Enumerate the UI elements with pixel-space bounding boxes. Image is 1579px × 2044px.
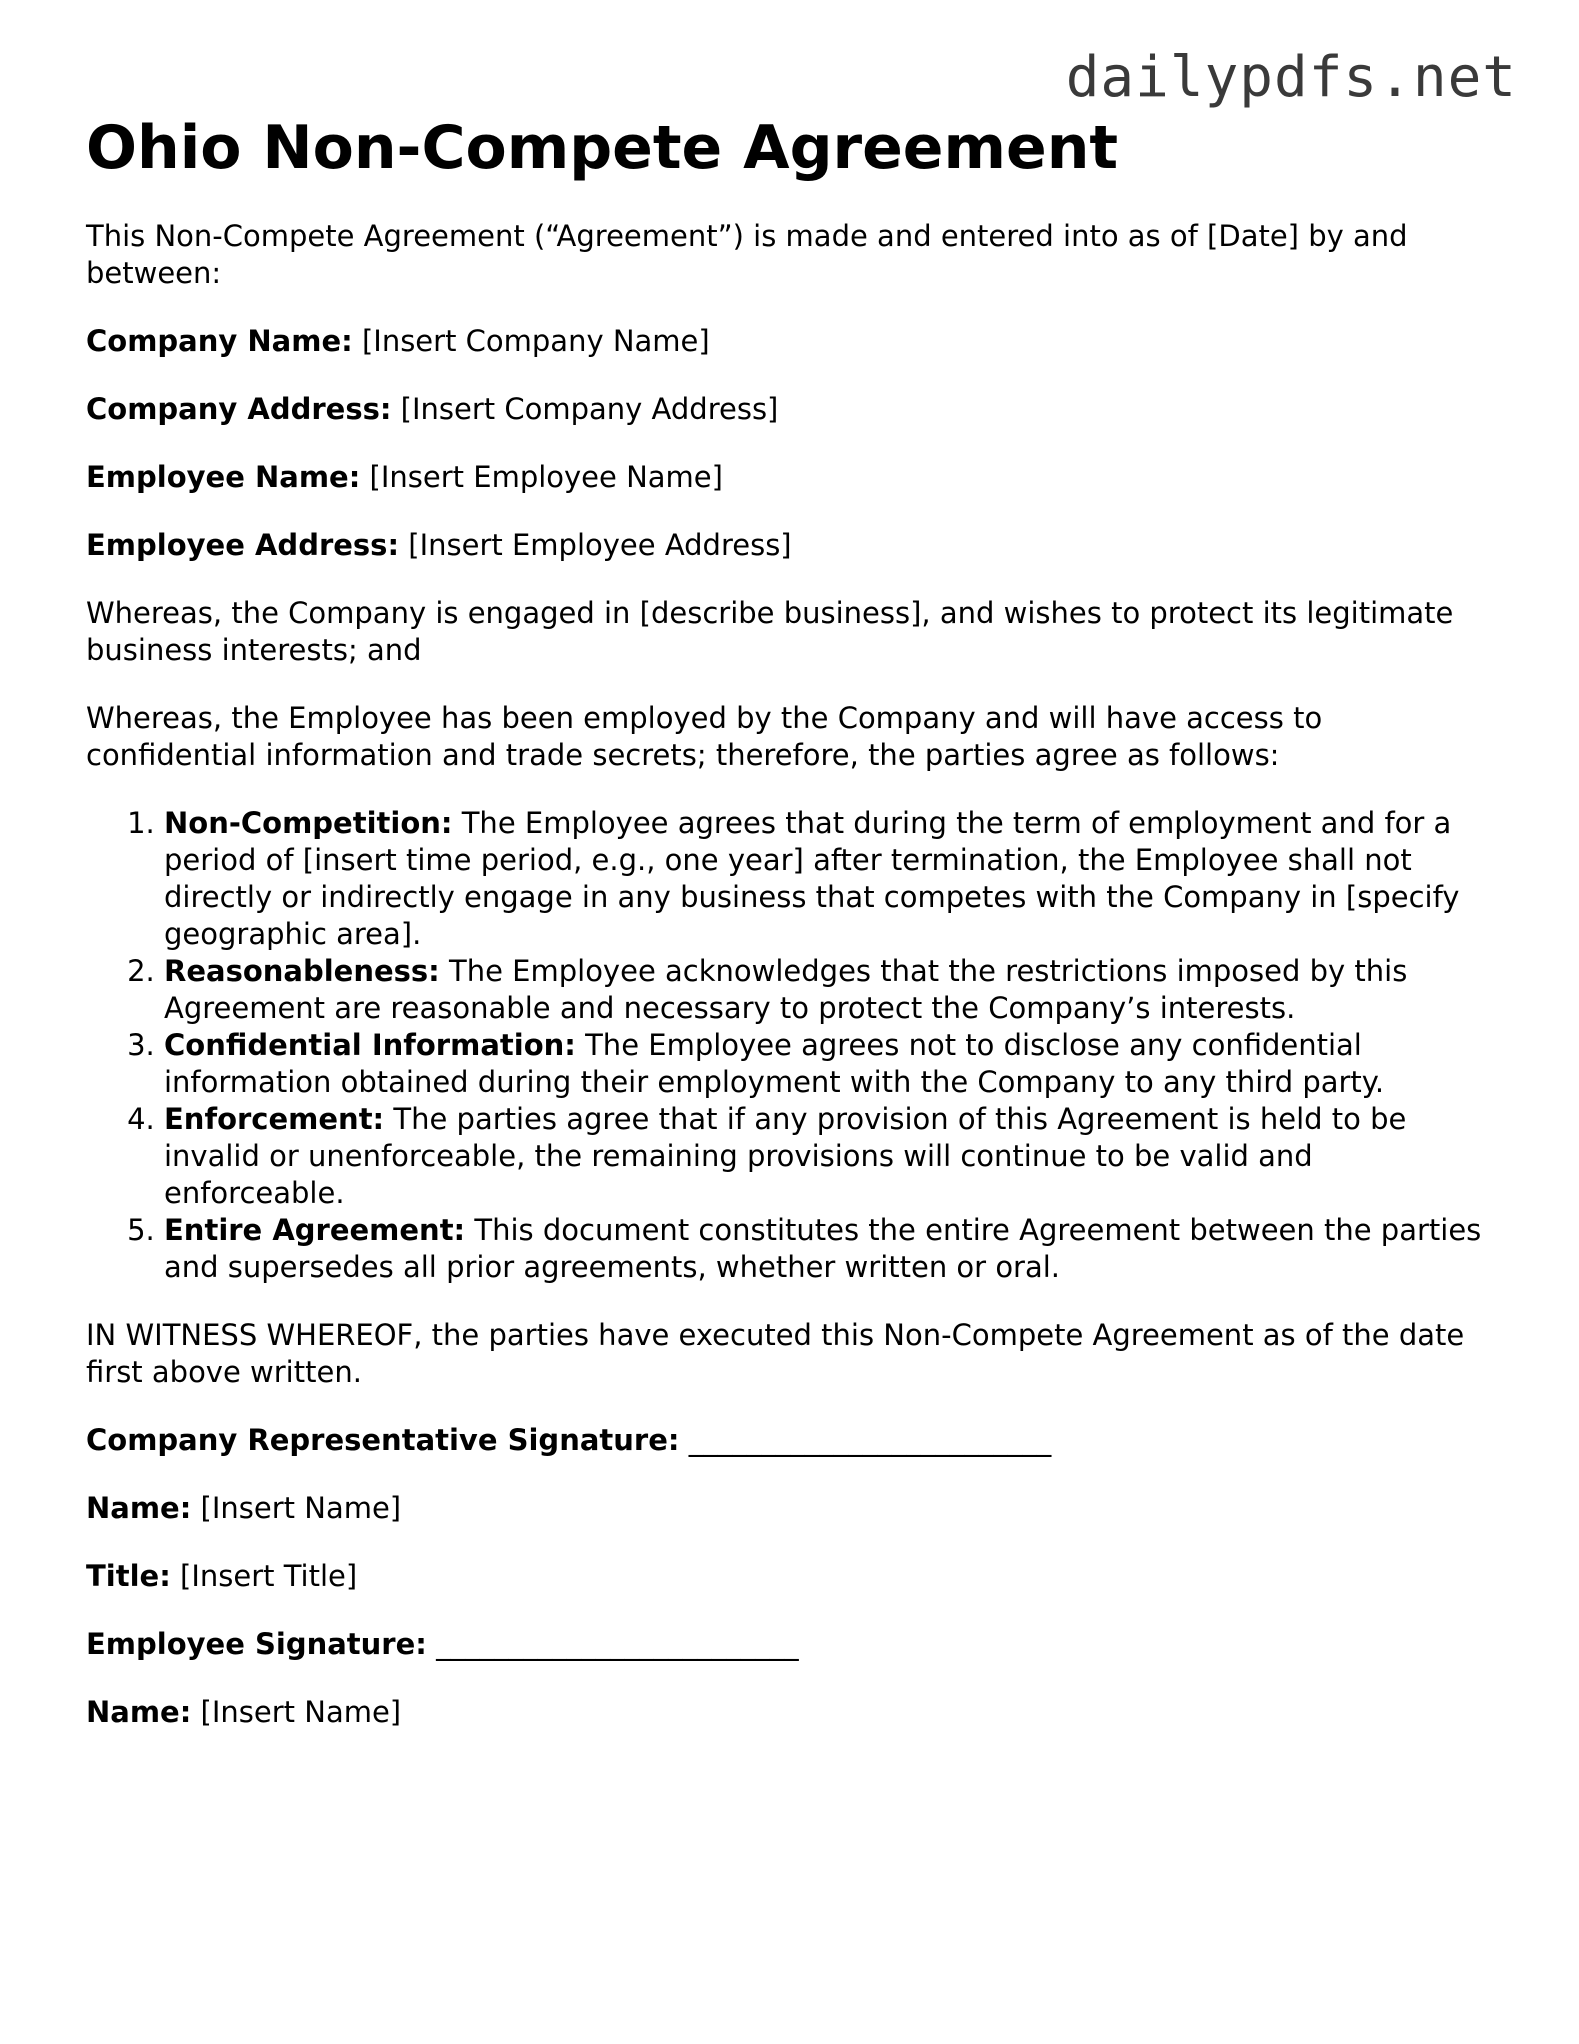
field-value: [Insert Title]: [180, 1559, 358, 1593]
field-value: [Insert Company Address]: [400, 392, 779, 426]
clause-text: The parties agree that if any provision of this Agreement is held to be invalid or unenforceable, the remaining provisions will continue to be valid and enforceable.: [164, 1102, 1407, 1210]
clause-text: The Employee agrees that during the term of employment and for a period of [insert time period, e.g., one year] after termination, the Employee shall not directly or indirectly engage in any business that competes with the Company in [specify geographic area].: [164, 806, 1460, 951]
clause-heading: Reasonableness:: [164, 954, 440, 988]
field-value: [Insert Employee Address]: [408, 528, 792, 562]
clause-item: [164, 1101, 1486, 1212]
clause-item: [164, 953, 1486, 1027]
field-label: Name:: [86, 1491, 192, 1525]
employee-sig-name-field: [86, 1694, 1486, 1731]
clause-item: [164, 1212, 1486, 1286]
clause-text: The Employee agrees not to disclose any confidential information obtained during their employment with the Company to any third party.: [164, 1028, 1385, 1099]
employee-signature-field: [86, 1626, 1486, 1663]
field-value: [Insert Name]: [200, 1695, 402, 1729]
field-label: Company Representative Signature:: [86, 1423, 680, 1457]
employee-address-field: [86, 527, 1486, 564]
signature-line: _________________________: [436, 1627, 799, 1661]
company-signature-field: [86, 1422, 1486, 1459]
whereas-paragraph-employee: Whereas, the Employee has been employed by the Company and will have access to confidential information and trade secrets; therefore, the parties agree as follows:: [86, 701, 1323, 772]
field-label: Name:: [86, 1695, 192, 1729]
intro-paragraph: This Non-Compete Agreement (“Agreement”) is made and entered into as of [Date] by and between:: [86, 219, 1408, 290]
company-rep-title-field: [86, 1558, 1486, 1595]
document-title: Ohio Non-Compete Agreement: [86, 113, 1119, 183]
field-label: Employee Signature:: [86, 1627, 427, 1661]
clause-heading: Confidential Information:: [164, 1028, 576, 1062]
clause-heading: Non-Competition:: [164, 806, 453, 840]
clause-item: [164, 1027, 1486, 1101]
watermark: dailypdfs.net: [1065, 45, 1517, 110]
clause-list: [86, 805, 1486, 1286]
whereas-paragraph-business: Whereas, the Company is engaged in [describe business], and wishes to protect its legitimate business interests; and: [86, 596, 1454, 667]
witness-paragraph: IN WITNESS WHEREOF, the parties have executed this Non-Compete Agreement as of the date first above written.: [86, 1318, 1465, 1389]
clause-heading: Entire Agreement:: [164, 1213, 466, 1247]
document-page: [86, 112, 1486, 1762]
field-label: Employee Name:: [86, 460, 361, 494]
field-value: [Insert Employee Name]: [369, 460, 723, 494]
field-value: [Insert Name]: [200, 1491, 402, 1525]
company-address-field: [86, 391, 1486, 428]
company-rep-name-field: [86, 1490, 1486, 1527]
clause-heading: Enforcement:: [164, 1102, 385, 1136]
signature-line: _________________________: [688, 1423, 1052, 1457]
field-label: Company Name:: [86, 324, 353, 358]
company-name-field: [86, 323, 1486, 360]
field-value: [Insert Company Name]: [361, 324, 710, 358]
employee-name-field: [86, 459, 1486, 496]
field-label: Title:: [86, 1559, 171, 1593]
field-label: Employee Address:: [86, 528, 400, 562]
clause-text: The Employee acknowledges that the restrictions imposed by this Agreement are reasonable and necessary to protect the Company’s interests.: [164, 954, 1408, 1025]
clause-item: [164, 805, 1486, 953]
field-label: Company Address:: [86, 392, 392, 426]
clause-text: This document constitutes the entire Agreement between the parties and supersedes all prior agreements, whether written or oral.: [164, 1213, 1482, 1284]
